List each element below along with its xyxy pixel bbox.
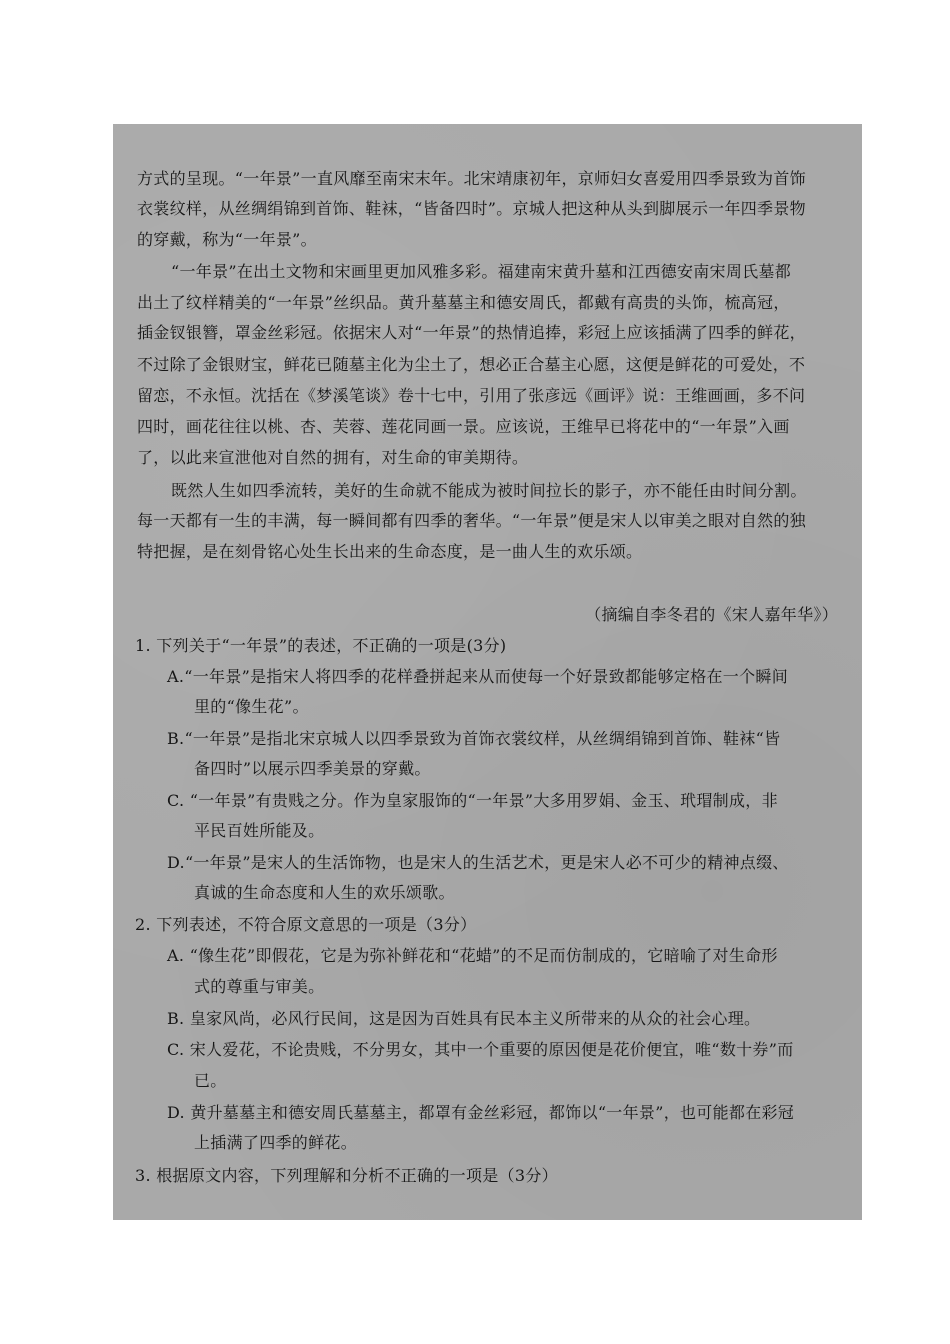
passage-line: 方式的呈现。“一年景”一直风靡至南宋末年。北宋靖康初年，京师妇女喜爱用四季景致为首饰 bbox=[137, 169, 806, 188]
question-2-option-c: C. 宋人爱花，不论贵贱，不分男女，其中一个重要的原因便是花价便宜，唯“数十券”而 bbox=[167, 1040, 794, 1059]
question-2-stem: 2. 下列表述，不符合原文意思的一项是（3分） bbox=[135, 915, 477, 934]
question-1-option-d: D.“一年景”是宋人的生活饰物，也是宋人的生活艺术，更是宋人必不可少的精神点缀、 bbox=[167, 853, 789, 872]
question-2-option-d: D. 黄升墓墓主和德安周氏墓墓主，都罩有金丝彩冠，都饰以“一年景”，也可能都在彩冠 bbox=[167, 1103, 795, 1122]
source-attribution: （摘编自李冬君的《宋人嘉年华》） bbox=[585, 605, 838, 624]
question-2-option-d-cont: 上插满了四季的鲜花。 bbox=[194, 1133, 358, 1152]
passage-line: 了，以此来宣泄他对自然的拥有，对生命的审美期待。 bbox=[137, 448, 529, 467]
passage-line: 四时，画花往往以桃、杏、芙蓉、莲花同画一景。应该说，王维早已将花中的“一年景”入画 bbox=[137, 417, 790, 436]
passage-line: “一年景”在出土文物和宋画里更加风雅多彩。福建南宋黄升墓和江西德安南宋周氏墓都 bbox=[171, 262, 792, 281]
scanned-exam-page bbox=[113, 124, 862, 1220]
passage-line: 的穿戴，称为“一年景”。 bbox=[137, 230, 317, 249]
question-2-option-c-cont: 已。 bbox=[194, 1071, 227, 1090]
question-1-option-c-cont: 平民百姓所能及。 bbox=[194, 821, 325, 840]
passage-line: 插金钗银簪，罩金丝彩冠。依据宋人对“一年景”的热情追捧，彩冠上应该插满了四季的鲜花， bbox=[137, 323, 806, 342]
question-3-stem: 3. 根据原文内容，下列理解和分析不正确的一项是（3分） bbox=[135, 1166, 558, 1185]
question-1-option-d-cont: 真诚的生命态度和人生的欢乐颂歌。 bbox=[194, 883, 455, 902]
question-1-option-c: C. “一年景”有贵贱之分。作为皇家服饰的“一年景”大多用罗娟、金玉、玳瑁制成，非 bbox=[167, 791, 778, 810]
question-1-option-b: B.“一年景”是指北宋京城人以四季景致为首饰衣裳纹样，从丝绸绢锦到首饰、鞋袜“皆 bbox=[167, 729, 781, 748]
question-1-option-a: A.“一年景”是指宋人将四季的花样叠拼起来从而使每一个好景致都能够定格在一个瞬间 bbox=[167, 667, 789, 686]
question-1-option-a-cont: 里的“像生花”。 bbox=[194, 697, 309, 716]
question-1-option-b-cont: 备四时”以展示四季美景的穿戴。 bbox=[194, 759, 431, 778]
passage-line: 出土了纹样精美的“一年景”丝织品。黄升墓墓主和德安周氏，都戴有高贵的头饰，梳高冠， bbox=[137, 293, 790, 312]
passage-line: 特把握，是在刻骨铭心处生长出来的生命态度，是一曲人生的欢乐颂。 bbox=[137, 542, 643, 561]
question-1-stem: 1. 下列关于“一年景”的表述，不正确的一项是(3分) bbox=[135, 636, 507, 655]
question-2-option-b: B. 皇家风尚，必风行民间，这是因为百姓具有民本主义所带来的从众的社会心理。 bbox=[167, 1009, 761, 1028]
passage-line: 不过除了金银财宝，鲜花已随墓主化为尘土了，想必正合墓主心愿，这便是鲜花的可爱处，不 bbox=[137, 355, 806, 374]
passage-line: 既然人生如四季流转，美好的生命就不能成为被时间拉长的影子，亦不能任由时间分割。 bbox=[171, 481, 807, 500]
question-2-option-a-cont: 式的尊重与审美。 bbox=[194, 977, 325, 996]
passage-line: 衣裳纹样，从丝绸绢锦到首饰、鞋袜，“皆备四时”。京城人把这种从头到脚展示一年四季景物 bbox=[137, 199, 806, 218]
passage-line: 留恋，不永恒。沈括在《梦溪笔谈》卷十七中，引用了张彦远《画评》说：王维画画，多不问 bbox=[137, 386, 806, 405]
passage-line: 每一天都有一生的丰满，每一瞬间都有四季的奢华。“一年景”便是宋人以审美之眼对自然的独 bbox=[137, 511, 806, 530]
question-2-option-a: A. “像生花”即假花，它是为弥补鲜花和“花蜡”的不足而仿制成的，它暗喻了对生命形 bbox=[167, 946, 778, 965]
